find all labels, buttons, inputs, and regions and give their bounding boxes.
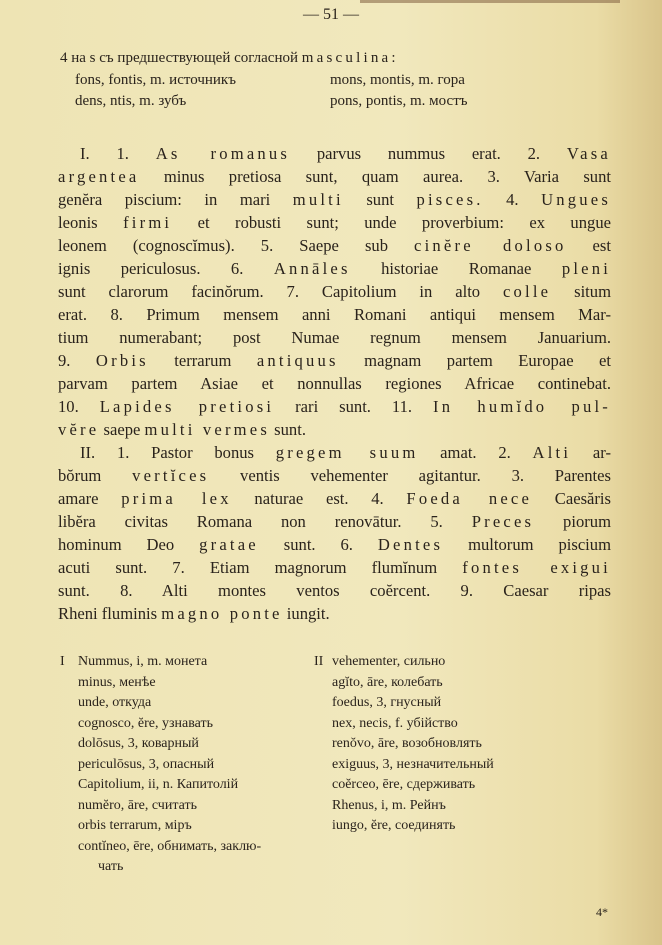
emphasized-text: multi: [292, 190, 344, 209]
glossary-entry: periculōsus, 3, опасный: [78, 756, 215, 772]
glossary-entry: vehementer, сильно: [332, 654, 446, 669]
emphasized-text: cinĕre doloso: [414, 236, 567, 255]
text-line: [58, 257, 611, 280]
emphasized-text: Vasa: [566, 144, 611, 163]
text-segment: I. 1.: [80, 144, 156, 163]
glossary-entry: dolōsus, 3, коварный: [78, 736, 199, 751]
text-segment: libĕra civitas Romana non renovātur. 5.: [58, 512, 472, 531]
emphasized-text: As romanus: [155, 144, 291, 163]
glossary-entry: agĭto, āre, колебать: [332, 674, 443, 690]
text-line: [58, 464, 611, 487]
emphasized-text: magno ponte: [161, 604, 283, 623]
vocab-row: [75, 72, 465, 89]
vocab-item: mons, montis, m. гора: [330, 72, 465, 88]
text-segment: genĕra piscium: in mari: [58, 190, 293, 209]
text-segment: acuti sunt. 7. Etiam magnorum flumĭnum: [58, 558, 463, 577]
text-line: [58, 188, 611, 211]
emphasized-text: Orbis: [95, 351, 149, 370]
text-segment: sunt. 6.: [258, 535, 378, 554]
text-segment: situm: [551, 282, 611, 301]
text-segment: sunt: [343, 190, 417, 209]
glossary-entry: numĕro, āre, считать: [78, 797, 197, 813]
emphasized-text: vertĭces: [132, 466, 210, 485]
page-number: — 51 —: [303, 6, 359, 23]
text-segment: parvus nummus erat. 2.: [290, 144, 567, 163]
exercise-text: [58, 142, 611, 625]
text-segment: leonem (cognoscĭmus). 5. Saepe sub: [58, 236, 415, 255]
text-segment: multorum piscium: [443, 535, 611, 554]
glossary-entry: coĕrceo, ēre, сдерживать: [332, 777, 476, 792]
text-segment: amat. 2.: [418, 443, 533, 462]
text-line: [58, 142, 611, 165]
vocab-item: pons, pontis, m. мостъ: [330, 93, 468, 109]
vocab-row: [75, 93, 468, 110]
emphasized-text: Ungues: [541, 190, 611, 209]
text-line: [58, 418, 611, 441]
text-segment: magnam partem Europae et: [338, 351, 612, 370]
text-segment: parvam partem Asiae et nonnullas regiones Africae continebat.: [58, 374, 611, 393]
text-segment: ar-: [571, 443, 611, 462]
text-segment: leonis: [58, 213, 124, 232]
text-segment: rari sunt. 11.: [274, 397, 434, 416]
glossary-entry: Nummus, i, m. монета: [78, 654, 208, 669]
text-line: [58, 579, 611, 602]
emphasized-text: firmi: [123, 213, 173, 232]
text-line: [58, 533, 611, 556]
heading-spaced: masculina:: [301, 50, 399, 66]
emphasized-text: Alti: [532, 443, 572, 462]
glossary-label: II: [314, 654, 324, 669]
emphasized-text: Dentes: [377, 535, 444, 554]
text-segment: sunt clarorum facinŏrum. 7. Capitolium in alto: [58, 282, 503, 301]
text-segment: terrarum: [148, 351, 257, 370]
text-line: [58, 556, 611, 579]
emphasized-text: argentea: [58, 167, 140, 186]
text-segment: 10.: [58, 397, 100, 416]
text-segment: II. 1. Pastor bonus: [80, 443, 276, 462]
emphasized-text: vĕre: [58, 420, 100, 439]
text-segment: sunt.: [270, 420, 306, 439]
text-segment: Caesăris: [532, 489, 611, 508]
glossary-entry: nex, necis, f. убійство: [332, 715, 458, 731]
text-line: [58, 441, 611, 464]
emphasized-text: Lapides pretiosi: [99, 397, 275, 416]
glossary-entry: чать: [98, 859, 124, 874]
emphasized-text: Annāles: [273, 259, 351, 278]
text-segment: hominum Deo: [58, 535, 200, 554]
glossary-entry: minus, менѣе: [78, 674, 156, 690]
text-line: [58, 602, 611, 625]
text-line: [58, 211, 611, 234]
glossary-column-2: [314, 652, 494, 837]
text-line: [58, 487, 611, 510]
glossary-entry: iungo, ĕre, соединять: [332, 818, 456, 833]
emphasized-text: gratae: [199, 535, 259, 554]
emphasized-text: pleni: [561, 259, 612, 278]
emphasized-text: Preces: [471, 512, 535, 531]
glossary-entry: renŏvo, āre, возобновлять: [332, 736, 482, 751]
text-line: [58, 280, 611, 303]
text-segment: Rheni fluminis: [58, 604, 162, 623]
glossary-entry: orbis terrarum, міръ: [78, 818, 192, 833]
emphasized-text: gregem suum: [275, 443, 419, 462]
glossary-label: I: [60, 654, 65, 669]
heading-text: 4 на s съ предшествующей согласной: [60, 50, 302, 66]
text-line: [58, 303, 611, 326]
text-segment: 9.: [58, 351, 96, 370]
signature-mark: 4*: [596, 905, 608, 919]
emphasized-text: In humĭdo pul-: [433, 397, 612, 416]
page-edge-line: [360, 0, 620, 3]
vocab-item: fons, fontis, m. источникъ: [75, 72, 236, 88]
text-line: [58, 395, 611, 418]
glossary-entry: cognosco, ĕre, узнавать: [78, 715, 213, 731]
text-segment: iungit.: [282, 604, 330, 623]
text-line: [58, 349, 611, 372]
text-segment: sunt. 8. Alti montes ventos coĕrcent. 9. Caesar ripas: [58, 581, 611, 600]
text-segment: et robusti sunt; unde proverbium: ex ungue: [172, 213, 611, 232]
text-line: [58, 234, 611, 257]
emphasized-text: multi vermes: [144, 420, 271, 439]
text-line: [58, 326, 611, 349]
section-heading: [60, 50, 399, 67]
glossary-entry: Rhenus, i, m. Рейнъ: [332, 797, 446, 813]
text-segment: erat. 8. Primum mensem anni Romani antiqui mensem Mar-: [58, 305, 611, 324]
emphasized-text: prima lex: [121, 489, 232, 508]
text-segment: piorum: [534, 512, 611, 531]
emphasized-text: antiquus: [256, 351, 339, 370]
glossary-entry: Capitolium, ii, n. Капитолій: [78, 777, 239, 792]
glossary-entry: unde, откуда: [78, 695, 152, 710]
text-segment: naturae est. 4.: [231, 489, 407, 508]
text-line: [58, 372, 611, 395]
text-segment: ventis vehementer agitantur. 3. Parentes: [209, 466, 611, 485]
emphasized-text: colle: [502, 282, 552, 301]
glossary-entry: foedus, 3, гнусный: [332, 695, 442, 710]
text-segment: tium numerabant; post Numae regnum mensem Januarium.: [58, 328, 611, 347]
glossary-entry: contĭneo, ēre, обнимать, заклю-: [78, 838, 262, 854]
text-line: [58, 510, 611, 533]
text-segment: ignis periculosus. 6.: [58, 259, 274, 278]
vocab-item: dens, ntis, m. зубъ: [75, 93, 187, 109]
emphasized-text: fontes exigui: [462, 558, 611, 577]
text-segment: historiae Romanae: [350, 259, 562, 278]
text-line: [58, 165, 611, 188]
text-segment: bŏrum: [58, 466, 133, 485]
emphasized-text: pisces.: [416, 190, 484, 209]
text-segment: amare: [58, 489, 122, 508]
emphasized-text: Foeda nece: [406, 489, 533, 508]
text-segment: minus pretiosa sunt, quam aurea. 3. Varia sunt: [139, 167, 611, 186]
glossary-entry: exiguus, 3, незначительный: [332, 756, 494, 772]
text-segment: est: [566, 236, 611, 255]
glossary-column-1: [60, 652, 262, 878]
text-segment: 4.: [483, 190, 542, 209]
text-segment: saepe: [99, 420, 145, 439]
